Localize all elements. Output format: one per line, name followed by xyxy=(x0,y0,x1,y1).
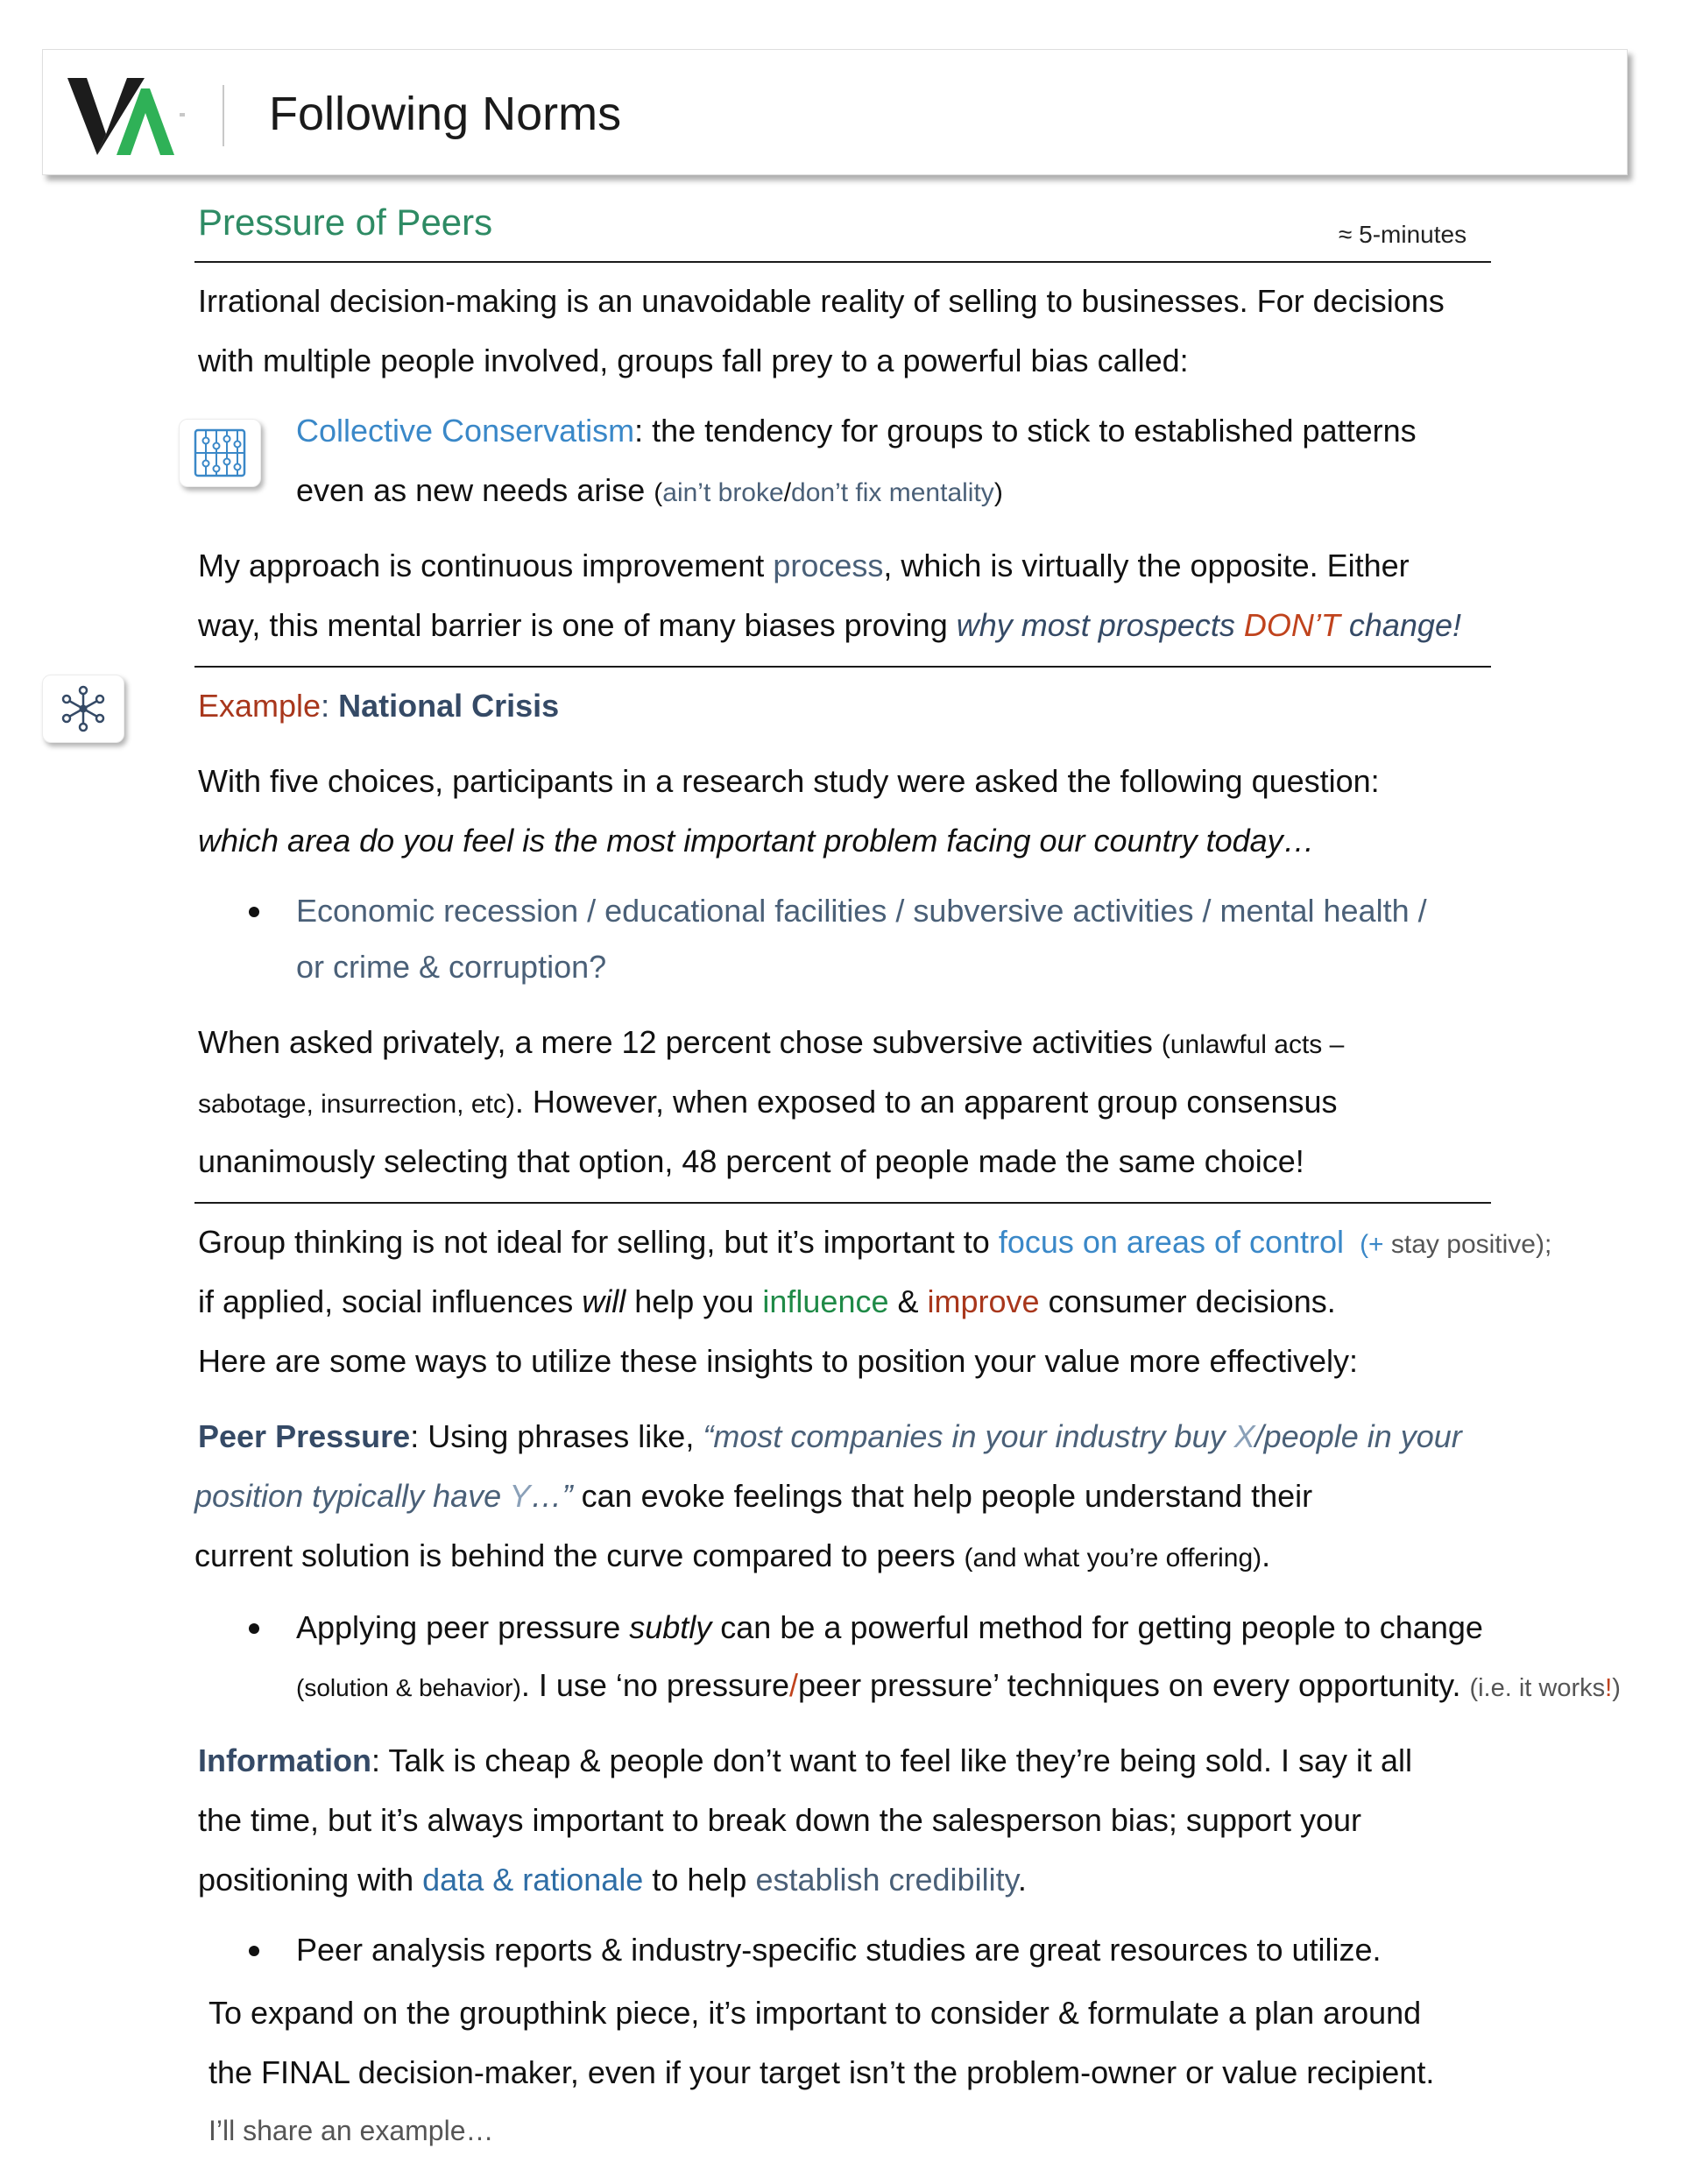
example-question: which area do you feel is the most important problem facing our country today… xyxy=(198,823,1315,859)
info-bullet: Peer analysis reports & industry-specific studies are great resources to utilize. xyxy=(296,1932,1382,1968)
peer-line-3: current solution is behind the curve compared to peers (and what you’re offering). xyxy=(194,1537,1271,1573)
example-line-1: With five choices, participants in a research study were asked the following question: xyxy=(198,763,1380,799)
result-line-2: sabotage, insurrection, etc). However, when exposed to an apparent group consensus xyxy=(198,1084,1338,1120)
bullet-dot xyxy=(249,907,259,917)
network-icon xyxy=(43,675,124,742)
page-title: Following Norms xyxy=(269,88,622,140)
group-line-2: if applied, social influences will help you influence & improve consumer decisions. xyxy=(198,1283,1336,1319)
info-line-3: positioning with data & rationale to help establish credibility. xyxy=(198,1862,1027,1898)
choices-line-2: or crime & corruption? xyxy=(296,949,607,985)
definition-term: Collective Conservatism xyxy=(296,413,635,449)
influence-word: influence xyxy=(762,1283,889,1319)
process-word: process xyxy=(773,548,884,583)
focus-phrase: focus on areas of control xyxy=(998,1224,1345,1260)
credibility-phrase: establish credibility xyxy=(755,1862,1018,1898)
example-icon-box xyxy=(42,675,124,743)
bullet-dot xyxy=(249,1623,259,1634)
section-title: Pressure of Peers xyxy=(198,201,493,243)
information-label: Information xyxy=(198,1742,371,1778)
group-note: (+ stay positive); xyxy=(1360,1230,1552,1259)
result-line-3: unanimously selecting that option, 48 percent of people made the same choice! xyxy=(198,1143,1304,1179)
group-line-3: Here are some ways to utilize these insights to position your value more effectively: xyxy=(198,1343,1358,1379)
peer-line-2: position typically have Y…” can evoke feelings that help people understand their xyxy=(194,1478,1313,1514)
choices-line-1: Economic recession / educational facilities / subversive activities / mental health / xyxy=(296,893,1427,929)
closing-line-2: the FINAL decision-maker, even if your target isn’t the problem-owner or value recipient. xyxy=(208,2054,1435,2090)
it-works-note: (i.e. it works!) xyxy=(1469,1674,1621,1702)
closing-line-3: I’ll share an example… xyxy=(208,2115,494,2146)
section-rule xyxy=(194,261,1491,263)
va-logo xyxy=(62,71,194,159)
intro-line-1: Irrational decision-making is an unavoidable reality of selling to businesses. For decisions xyxy=(198,283,1445,319)
definition-icon-box xyxy=(179,419,261,487)
divider-2 xyxy=(194,1202,1491,1204)
abacus-icon xyxy=(180,420,260,486)
approach-line-2: way, this mental barrier is one of many biases proving why most prospects DON’T change! xyxy=(198,607,1461,643)
definition-text-1: : the tendency for groups to stick to established patterns xyxy=(634,413,1417,449)
divider-1 xyxy=(194,666,1491,668)
header-divider xyxy=(223,85,224,146)
closing-line-1: To expand on the groupthink piece, it’s important to consider & formulate a plan around xyxy=(208,1995,1422,2031)
result-line-1: When asked privately, a mere 12 percent chose subversive activities (unlawful acts – xyxy=(198,1024,1345,1060)
approach-line-1: My approach is continuous improvement process, which is virtually the opposite. Either xyxy=(198,548,1410,583)
example-label: Example xyxy=(198,688,322,724)
example-heading: Example: National Crisis xyxy=(198,688,560,724)
definition-text-2: even as new needs arise xyxy=(296,472,654,508)
data-rationale-phrase: data & rationale xyxy=(422,1862,644,1898)
peer-bullet-line-1: Applying peer pressure subtly can be a powerful method for getting people to change xyxy=(296,1609,1483,1645)
definition-line-1 xyxy=(296,401,1417,461)
intro-line-2: with multiple people involved, groups fall prey to a powerful bias called: xyxy=(198,343,1189,378)
example-title: National Crisis xyxy=(338,688,560,724)
page-header xyxy=(42,49,1628,175)
definition-line-2 xyxy=(296,461,1003,523)
dont-emphasis: DON’T xyxy=(1243,607,1340,643)
peer-line-1: Peer Pressure: Using phrases like, “most companies in your industry buy X/people in your xyxy=(198,1418,1462,1454)
info-line-2: the time, but it’s always important to break down the salesperson bias; support your xyxy=(198,1802,1362,1838)
improve-word: improve xyxy=(927,1283,1040,1319)
definition-note: (ain’t broke/don’t fix mentality) xyxy=(654,478,1003,507)
peer-pressure-label: Peer Pressure xyxy=(198,1418,411,1454)
time-estimate: ≈ 5-minutes xyxy=(1339,221,1467,248)
peer-bullet-line-2: (solution & behavior). I use ‘no pressure/peer pressure’ techniques on every opportunity. (i.e. it works!) xyxy=(296,1667,1621,1703)
info-line-1: Information: Talk is cheap & people don’t want to feel like they’re being sold. I say it all xyxy=(198,1742,1413,1778)
bullet-dot xyxy=(249,1946,259,1956)
group-line-1: Group thinking is not ideal for selling, but it’s important to focus on areas of control (+ stay positive); xyxy=(198,1224,1552,1260)
